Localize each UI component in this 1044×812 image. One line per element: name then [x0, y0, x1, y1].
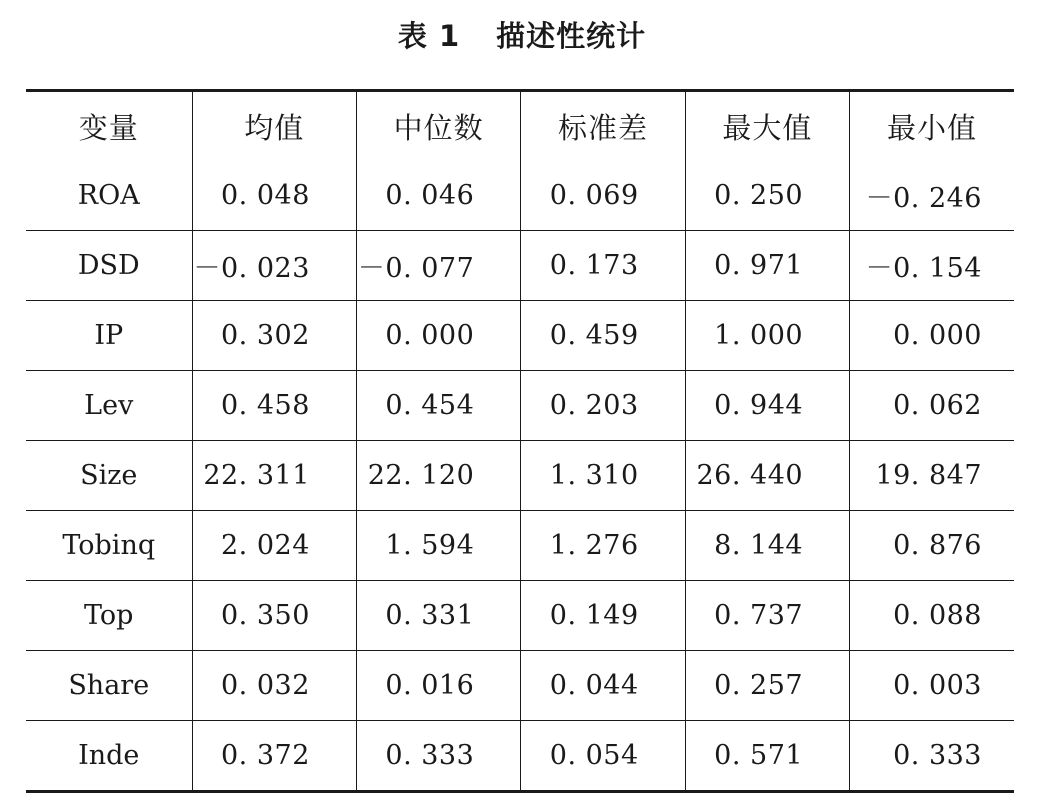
header-std: 标准差 — [521, 91, 685, 162]
max-cell: 0. 250 — [685, 161, 849, 231]
mean-cell: 22. 311 — [192, 441, 356, 511]
header-mean: 均值 — [192, 91, 356, 162]
table-row — [26, 371, 1014, 441]
median-cell: 22. 120 — [356, 441, 520, 511]
variable-name: Share — [26, 651, 192, 721]
header-variable: 变量 — [26, 91, 192, 162]
variable-name: Inde — [26, 721, 192, 792]
median-cell: 1. 594 — [356, 511, 520, 581]
std-cell: 0. 203 — [521, 371, 685, 441]
mean-cell: 0. 372 — [192, 721, 356, 792]
max-cell: 0. 944 — [685, 371, 849, 441]
median-cell: 0. 333 — [356, 721, 520, 792]
table-row — [26, 441, 1014, 511]
max-cell: 0. 737 — [685, 581, 849, 651]
table-number: 表 1 — [397, 19, 461, 53]
variable-name: Size — [26, 441, 192, 511]
std-cell: 0. 459 — [521, 301, 685, 371]
table-row — [26, 231, 1014, 301]
median-cell: 0. 000 — [356, 301, 520, 371]
table-row — [26, 721, 1014, 792]
table-row — [26, 301, 1014, 371]
variable-name: Top — [26, 581, 192, 651]
table-row — [26, 581, 1014, 651]
mean-cell: 0. 302 — [192, 301, 356, 371]
min-cell: －0. 154 — [850, 231, 1014, 301]
std-cell: 0. 044 — [521, 651, 685, 721]
header-median: 中位数 — [356, 91, 520, 162]
mean-cell: 0. 458 — [192, 371, 356, 441]
table-row — [26, 161, 1014, 231]
min-cell: 0. 876 — [850, 511, 1014, 581]
mean-cell: 0. 350 — [192, 581, 356, 651]
mean-cell: －0. 023 — [192, 231, 356, 301]
std-cell: 1. 310 — [521, 441, 685, 511]
max-cell: 0. 257 — [685, 651, 849, 721]
max-cell: 26. 440 — [685, 441, 849, 511]
descriptive-statistics-table — [26, 89, 1014, 793]
std-cell: 1. 276 — [521, 511, 685, 581]
table-caption — [0, 14, 1044, 58]
std-cell: 0. 069 — [521, 161, 685, 231]
table-title: 描述性统计 — [496, 19, 647, 53]
mean-cell: 0. 048 — [192, 161, 356, 231]
variable-name: DSD — [26, 231, 192, 301]
table-row — [26, 511, 1014, 581]
max-cell: 8. 144 — [685, 511, 849, 581]
min-cell: 0. 003 — [850, 651, 1014, 721]
min-cell: 0. 000 — [850, 301, 1014, 371]
min-cell: 19. 847 — [850, 441, 1014, 511]
min-cell: 0. 062 — [850, 371, 1014, 441]
mean-cell: 0. 032 — [192, 651, 356, 721]
mean-cell: 2. 024 — [192, 511, 356, 581]
min-cell: 0. 088 — [850, 581, 1014, 651]
max-cell: 1. 000 — [685, 301, 849, 371]
variable-name: Tobinq — [26, 511, 192, 581]
header-min: 最小值 — [887, 111, 978, 145]
median-cell: －0. 077 — [356, 231, 520, 301]
min-cell: －0. 246 — [850, 161, 1014, 231]
variable-name: ROA — [26, 161, 192, 231]
header-row — [26, 91, 1014, 162]
variable-name: IP — [26, 301, 192, 371]
variable-name: Lev — [26, 371, 192, 441]
median-cell: 0. 016 — [356, 651, 520, 721]
max-cell: 0. 571 — [685, 721, 849, 792]
table-row — [26, 651, 1014, 721]
median-cell: 0. 454 — [356, 371, 520, 441]
median-cell: 0. 331 — [356, 581, 520, 651]
header-max: 最大值 — [685, 91, 849, 162]
std-cell: 0. 149 — [521, 581, 685, 651]
std-cell: 0. 054 — [521, 721, 685, 792]
min-cell: 0. 333 — [893, 740, 982, 771]
median-cell: 0. 046 — [356, 161, 520, 231]
max-cell: 0. 971 — [685, 231, 849, 301]
std-cell: 0. 173 — [521, 231, 685, 301]
